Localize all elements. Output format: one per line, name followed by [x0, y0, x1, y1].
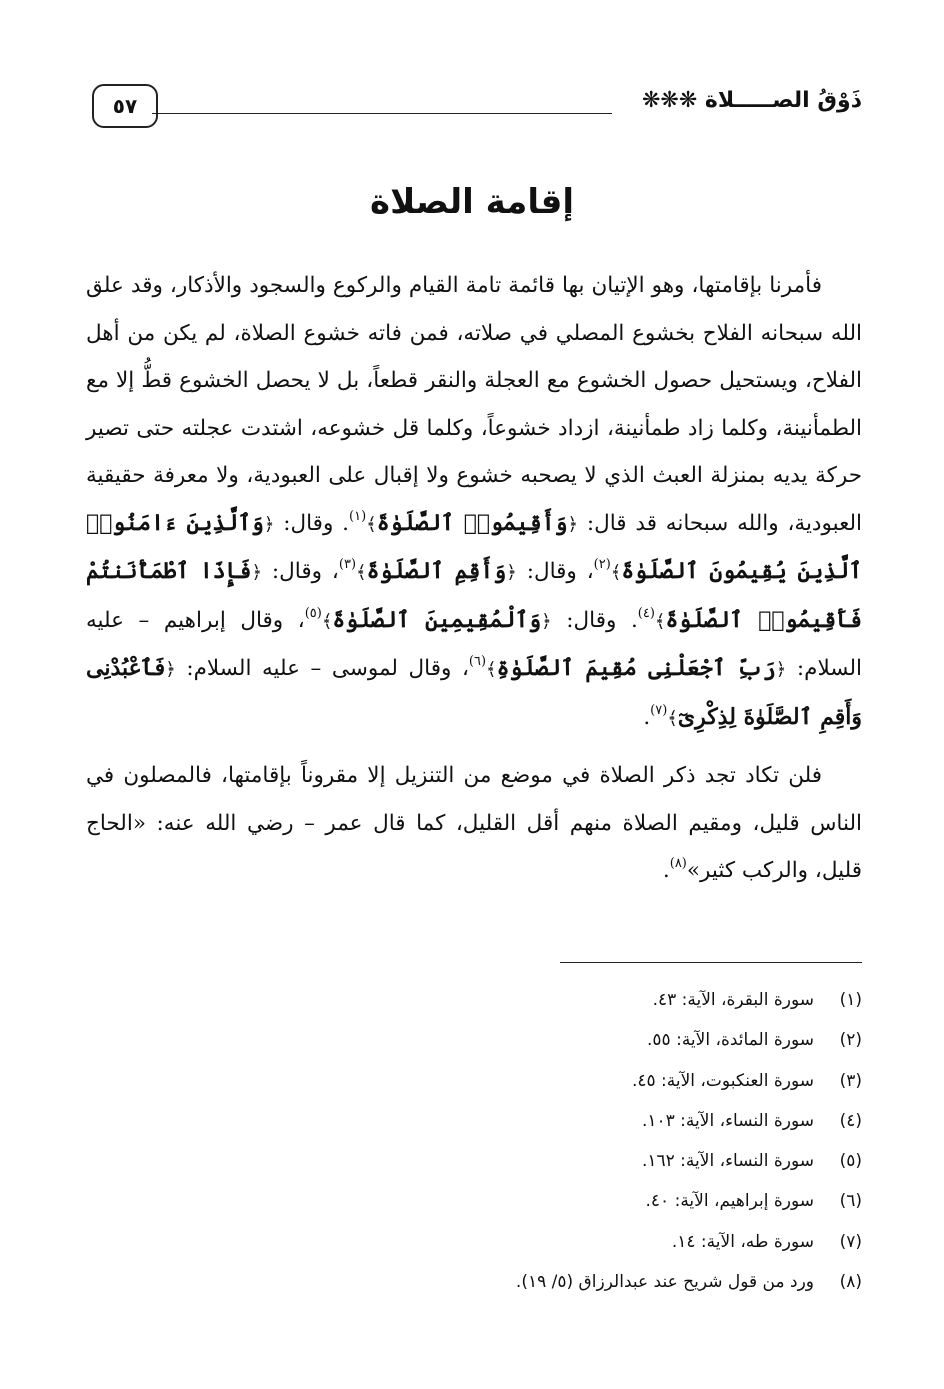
ornate-bracket-open: ﴿	[567, 513, 579, 535]
ornate-bracket-open: ﴿	[541, 610, 552, 632]
footnote-text: سورة العنكبوت، الآية: ٤٥.	[631, 1070, 814, 1091]
quran-verse: فَإِذَا ٱطْمَأْنَنتُمْ فَأَقِيمُوا۟ ٱلصَّلَوٰةَ	[86, 558, 862, 633]
footnote	[162, 980, 862, 1020]
footnote-number: (٨)	[839, 1272, 862, 1293]
text-run: ، وقال:	[526, 559, 594, 584]
quran-verse: وَأَقِمِ ٱلصَّلَوٰةَ	[366, 558, 507, 584]
ornate-bracket-open: ﴿	[165, 659, 176, 680]
text-run: فلن تكاد تجد ذكر الصلاة في موضع من التنزيل إلا مقروناً بإقامتها، فالمصلون في الناس قليل، ومقيم الصلاة منهم أقل القليل، كما قال عمر – رضي الله عنه: «الحاج قليل، والركب كثير»	[86, 763, 862, 883]
ornate-bracket-close: ﴾	[366, 513, 377, 535]
footnote-text: ورد من قول شريح عند عبدالرزاق (٥/ ١٩).	[515, 1272, 814, 1293]
footnote-number: (٢)	[839, 1030, 862, 1051]
footnote-number: (٤)	[839, 1110, 862, 1131]
footnote-number: (١)	[839, 990, 862, 1010]
ornate-bracket-open: ﴿	[506, 562, 517, 583]
ornate-bracket-open: ﴿	[251, 562, 262, 583]
footnote-marker: (٣)	[338, 557, 357, 572]
ornate-bracket-open: ﴿	[263, 513, 275, 535]
footnote-number: (٥)	[839, 1151, 862, 1172]
page-number: ٥٧	[112, 94, 138, 118]
footnote-separator	[560, 962, 862, 963]
ornate-bracket-close: ﴾	[486, 659, 497, 680]
footnote	[162, 1222, 862, 1262]
paragraph-2: فلن تكاد تجد ذكر الصلاة في موضع من التنزيل إلا مقروناً بإقامتها، فالمصلون في الناس قليل، ومقيم الصلاة منهم أقل القليل، كما قال عمر – رضي الله عنه: «الحاج قليل، والركب كثير»$^{(٨)}$.	[86, 763, 862, 883]
footnote-text: سورة إبراهيم، الآية: ٤٠.	[645, 1191, 814, 1212]
footnote-text: سورة طه، الآية: ١٤.	[671, 1231, 814, 1252]
footnote-marker: (٤)	[637, 605, 655, 621]
main-text	[86, 262, 862, 895]
ornate-bracket-close: ﴾	[356, 562, 367, 583]
quran-verse: وَٱلَّذِينَ ءَامَنُوا۟ ٱلَّذِينَ يُقِيمُونَ ٱلصَّلَوٰةَ	[86, 509, 862, 584]
footnote	[162, 1181, 862, 1221]
ornate-bracket-close: ﴾	[610, 562, 622, 583]
footnote	[162, 1061, 862, 1101]
footnote	[162, 1101, 862, 1141]
ornate-bracket-close: ﴾	[321, 610, 333, 632]
running-header	[92, 84, 862, 132]
footnote-number: (٦)	[839, 1191, 862, 1212]
footnote	[162, 1262, 862, 1302]
text-run: ، وقال:	[271, 559, 339, 584]
text-run: فأمرنا بإقامتها، وهو الإتيان بها قائمة تامة القيام والركوع والسجود والأذكار، وقد علق الله سبحانه الفلاح بخشوع المصلي في صلاته، فمن فاته خشوع الصلاة، لم يكن من أهل الفلاح، ويستحيل حصول الخشوع مع العجلة والنقر قطعاً، بل لا يحصل الخشوع قطُّ إلا مع الطمأنينة، وكلما زاد طمأنينة، ازداد خشوعاً، وكلما قل خشوعه، اشتدت عجلته حتى تصير حركة يديه بمنزلة العبث الذي لا يصحبه خشوع ولا إقبال على العبودية، ولا معرفة حقيقية العبودية، والله سبحانه قد قال:	[86, 273, 862, 536]
chapter-title: إقامة الصلاة	[370, 182, 574, 222]
header-rule	[152, 113, 612, 114]
footnote-text: سورة البقرة، الآية: ٤٣.	[652, 990, 814, 1010]
footnote-marker: (١)	[349, 508, 367, 524]
ornate-bracket-close: ﴾	[667, 707, 678, 729]
footnote-text: سورة المائدة، الآية: ٥٥.	[647, 1030, 814, 1051]
quran-verse: رَبِّ ٱجْعَلْنِى مُقِيمَ ٱلصَّلَوٰةِ	[496, 655, 776, 681]
footnote-marker: (٧)	[650, 702, 668, 718]
footnote-number: (٣)	[839, 1070, 862, 1091]
footnote-marker: (٦)	[468, 654, 487, 669]
footnote-marker: (٥)	[304, 605, 322, 621]
quran-verse: وَأَقِيمُوا۟ ٱلصَّلَوٰةَ	[376, 509, 568, 536]
footnote-marker: (٨)	[669, 856, 687, 871]
footnote-text: سورة النساء، الآية: ١٠٣.	[641, 1110, 814, 1131]
footnote-text: سورة النساء، الآية: ١٦٢.	[641, 1151, 814, 1172]
ornate-bracket-close: ﴾	[654, 610, 666, 632]
footnote	[162, 1141, 862, 1181]
footnote-number: (٧)	[839, 1231, 862, 1252]
book-title: ذَوْقُ الصـــــلاة ❋❋❋	[641, 88, 862, 113]
text-run: ، وقال لموسى – عليه السلام:	[186, 656, 469, 681]
footnote-marker: (٢)	[593, 557, 611, 572]
quran-verse: فَٱعْبُدْنِى وَأَقِمِ ٱلصَّلَوٰةَ لِذِكْرِىٓ	[86, 655, 862, 730]
quran-verse: وَٱلْمُقِيمِينَ ٱلصَّلَوٰةَ	[332, 606, 542, 633]
text-run: . وقال:	[566, 607, 638, 633]
ornate-bracket-open: ﴿	[775, 659, 787, 680]
page-number-box	[92, 84, 158, 128]
paragraph-1: فأمرنا بإقامتها، وهو الإتيان بها قائمة تامة القيام والركوع والسجود والأذكار، وقد علق الله سبحانه الفلاح بخشوع المصلي في صلاته، فمن فاته خشوع الصلاة، لم يكن من أهل الفلاح، ويستحيل حصول الخشوع مع العجلة والنقر قطعاً، بل لا يحصل الخشوع قطُّ إلا مع الطمأنينة، وكلما زاد طمأنينة، ازداد خشوعاً، وكلما قل خشوعه، اشتدت عجلته حتى تصير حركة يديه بمنزلة العبث الذي لا يصحبه خشوع ولا إقبال على العبودية، ولا معرفة حقيقية العبودية، والله سبحانه قد قال: ﴿وَأَقِيمُوا۟ ٱلصَّلَوٰةَ﴾$^{(١)}$. وقال: ﴿وَٱلَّذِينَ ءَامَنُوا۟ ٱلَّذِينَ يُقِيمُونَ ٱلصَّلَوٰةَ﴾$^{(٢)}$، وقال: ﴿وَأَقِمِ ٱلصَّلَوٰةَ﴾$^{(٣)}$، وقال: ﴿فَإِذَا ٱطْمَأْنَنتُمْ فَأَقِيمُوا۟ ٱلصَّلَوٰةَ﴾$^{(٤)}$. وقال: ﴿وَٱلْمُقِيمِينَ ٱلصَّلَوٰةَ﴾$^{(٥)}$، وقال إبراهيم – عليه السلام: ﴿رَبِّ ٱجْعَلْنِى مُقِيمَ ٱلصَّلَوٰةِ﴾$^{(٦)}$، وقال لموسى – عليه السلام: ﴿فَٱعْبُدْنِى وَأَقِمِ ٱلصَّلَوٰةَ لِذِكْرِىٓ﴾$^{(٧)}$.	[86, 273, 862, 730]
footnotes	[162, 980, 862, 1302]
text-run: وقال إبراهيم – عليه السلام:	[86, 607, 862, 681]
text-run: وقال:	[283, 510, 334, 536]
footnote	[162, 1020, 862, 1060]
